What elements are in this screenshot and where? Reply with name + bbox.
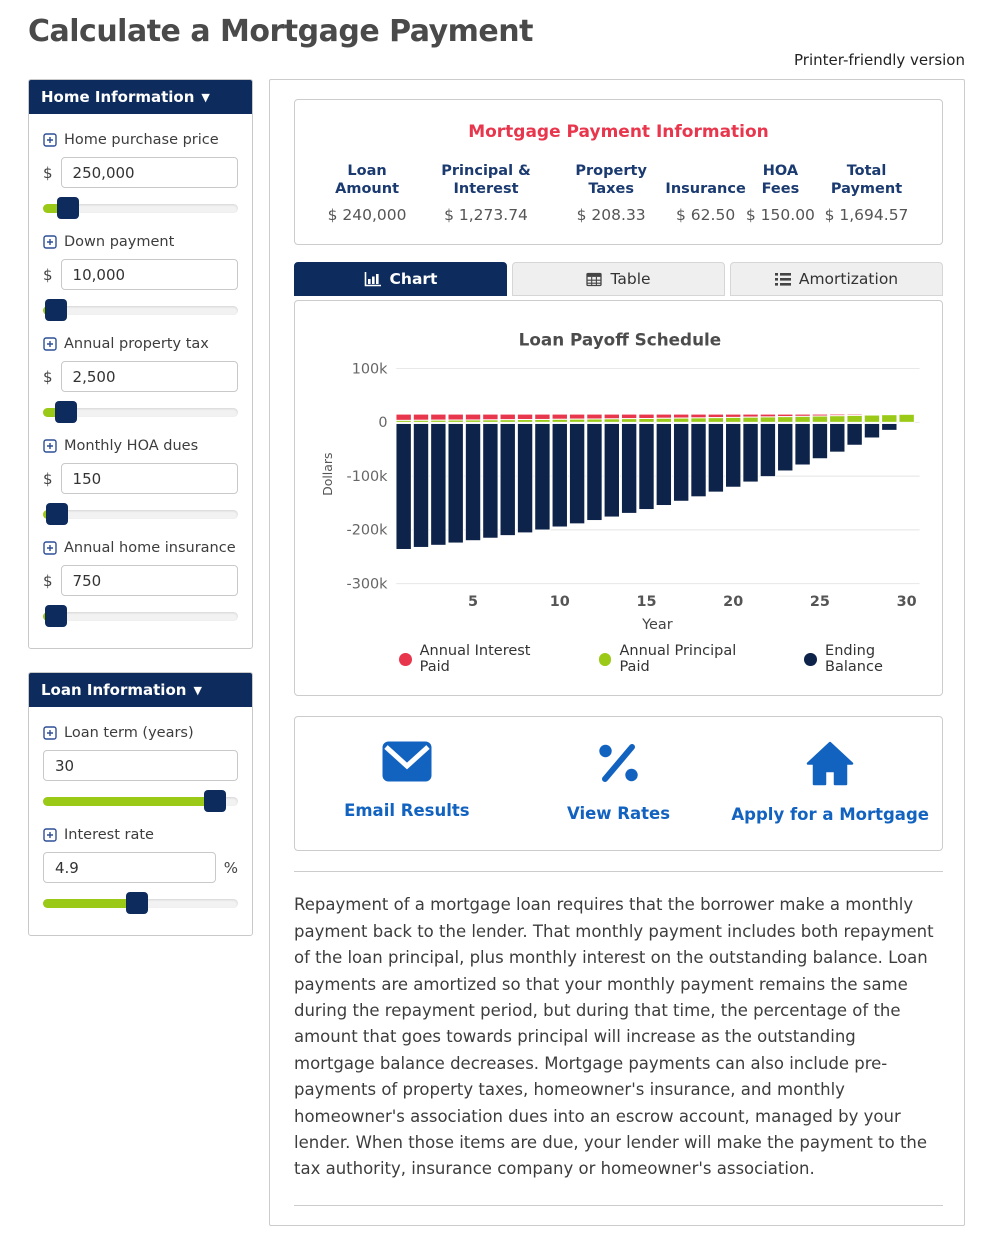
legend-dot <box>399 653 412 666</box>
plus-box-icon[interactable] <box>43 541 57 555</box>
monthly-hoa-dues-input[interactable] <box>61 463 238 494</box>
action-label: Apply for a Mortgage <box>731 805 929 825</box>
panel-home-information <box>28 79 253 649</box>
bar-interest <box>535 414 550 419</box>
y-tick-label: -300k <box>346 576 388 593</box>
bar-interest <box>500 414 515 420</box>
panel-title: Loan Information <box>41 681 187 699</box>
slider-track[interactable] <box>43 306 238 315</box>
legend-item-annual-interest-paid[interactable] <box>399 643 561 675</box>
bar-principal <box>500 420 515 423</box>
bar-ending-balance <box>708 423 723 492</box>
panel-header-loan-information[interactable] <box>29 673 252 707</box>
y-tick-label: 100k <box>351 361 388 378</box>
summary-col-hoa-fees <box>746 158 815 224</box>
plus-box-icon[interactable] <box>43 337 57 351</box>
slider-track[interactable] <box>43 204 238 213</box>
field-down-payment <box>43 234 238 321</box>
field-interest-rate <box>43 827 238 914</box>
currency-prefix: $ <box>43 367 53 386</box>
currency-prefix: $ <box>43 571 53 590</box>
chart-legend <box>303 641 934 683</box>
tab-label: Table <box>610 270 651 288</box>
bar-principal <box>760 417 775 422</box>
bar-principal <box>743 417 758 422</box>
loan-payoff-chart <box>303 309 934 641</box>
down-payment-slider[interactable] <box>43 299 238 321</box>
chart-title: Loan Payoff Schedule <box>518 329 722 350</box>
field-label-row <box>43 725 238 741</box>
actions-panel <box>294 716 943 851</box>
legend-item-annual-principal-paid[interactable] <box>599 643 767 675</box>
bar-principal <box>691 418 706 422</box>
bar-interest <box>621 414 636 419</box>
slider-track[interactable] <box>43 797 238 806</box>
bar-ending-balance <box>760 423 775 476</box>
caret-down-icon: ▼ <box>193 683 202 697</box>
bar-ending-balance <box>500 423 515 535</box>
tab-table[interactable] <box>512 262 725 296</box>
y-tick-label: -200k <box>346 522 388 539</box>
bar-principal <box>413 420 428 422</box>
slider-handle[interactable] <box>45 605 67 627</box>
bar-ending-balance <box>726 423 741 487</box>
summary-col-insurance <box>665 158 745 224</box>
envelope-icon <box>382 741 432 786</box>
field-annual-home-insurance <box>43 540 238 627</box>
slider-track[interactable] <box>43 899 238 908</box>
summary-col-value: $ 208.33 <box>576 206 646 224</box>
bar-principal <box>812 416 827 422</box>
tab-label: Chart <box>389 270 438 288</box>
y-tick-label: -100k <box>346 468 388 485</box>
bar-interest <box>431 414 446 420</box>
bar-interest <box>656 414 671 418</box>
summary-col-principal-interest <box>415 158 557 224</box>
summary-col-value: $ 240,000 <box>327 206 407 224</box>
bar-ending-balance <box>847 423 862 445</box>
monthly-hoa-dues-slider[interactable] <box>43 503 238 525</box>
loan-term-years-slider[interactable] <box>43 790 238 812</box>
annual-property-tax-slider[interactable] <box>43 401 238 423</box>
field-input-row <box>43 463 238 494</box>
summary-col-value: $ 62.50 <box>676 206 736 224</box>
summary-col-label: Principal & Interest <box>441 162 531 197</box>
legend-dot <box>804 653 817 666</box>
field-label: Annual property tax <box>64 336 209 352</box>
bar-principal <box>778 417 793 423</box>
bar-ending-balance <box>656 423 671 505</box>
bar-ending-balance <box>552 423 567 527</box>
panel-body <box>29 114 252 648</box>
slider-handle[interactable] <box>126 892 148 914</box>
slider-handle[interactable] <box>46 503 68 525</box>
chart-panel <box>294 300 943 696</box>
loan-term-years-input[interactable] <box>43 750 238 781</box>
field-label: Down payment <box>64 234 175 250</box>
field-input-row <box>43 750 238 781</box>
bar-ending-balance <box>431 423 446 545</box>
bar-interest <box>396 414 411 420</box>
printer-friendly-link[interactable]: Printer-friendly version <box>794 51 965 69</box>
slider-track[interactable] <box>43 612 238 621</box>
bar-ending-balance <box>483 423 498 538</box>
summary-col-property-taxes <box>557 158 666 224</box>
bar-ending-balance <box>535 423 550 530</box>
bar-principal <box>621 419 636 423</box>
plus-box-icon[interactable] <box>43 235 57 249</box>
action-view-rates[interactable] <box>513 741 725 824</box>
slider-handle[interactable] <box>55 401 77 423</box>
bar-ending-balance <box>864 423 879 437</box>
bar-ending-balance <box>413 423 428 547</box>
bar-interest <box>639 414 654 418</box>
currency-prefix: $ <box>43 469 53 488</box>
y-axis-label: Dollars <box>319 452 335 496</box>
currency-prefix: $ <box>43 265 53 284</box>
legend-label: Ending Balance <box>825 643 883 676</box>
summary-title: Mortgage Payment Information <box>468 122 769 142</box>
field-input-row <box>43 259 238 290</box>
bar-ending-balance <box>673 423 688 501</box>
bar-ending-balance <box>604 423 619 517</box>
legend-label: Annual Interest Paid <box>419 643 531 676</box>
x-tick-label: 30 <box>896 593 917 610</box>
table-icon <box>586 272 602 287</box>
summary-col-label: Loan Amount <box>335 162 400 197</box>
field-input-row <box>43 361 238 392</box>
bar-principal <box>864 415 879 422</box>
bar-principal <box>483 420 498 422</box>
plus-box-icon[interactable] <box>43 726 57 740</box>
bar-principal <box>708 418 723 423</box>
slider-track[interactable] <box>43 510 238 519</box>
x-tick-label: 15 <box>636 593 657 610</box>
x-tick-label: 20 <box>723 593 744 610</box>
bar-ending-balance <box>778 423 793 470</box>
bar-principal <box>899 414 914 422</box>
bar-interest <box>517 414 532 419</box>
bar-interest <box>726 414 741 417</box>
interest-rate-input[interactable] <box>43 852 216 883</box>
tab-label: Amortization <box>798 270 899 288</box>
action-label: Email Results <box>344 801 470 821</box>
divider <box>294 871 943 872</box>
tab-amortization[interactable] <box>730 262 943 296</box>
home-purchase-price-input[interactable] <box>61 157 238 188</box>
bar-ending-balance <box>830 423 845 452</box>
house-icon <box>805 741 855 790</box>
bar-interest <box>465 414 480 420</box>
bar-ending-balance <box>396 423 411 549</box>
slider-handle[interactable] <box>45 299 67 321</box>
field-label: Home purchase price <box>64 132 219 148</box>
down-payment-input[interactable] <box>61 259 238 290</box>
loan-payoff-chart-svg <box>303 309 934 637</box>
bar-principal <box>431 420 446 422</box>
bar-principal <box>882 415 897 423</box>
plus-box-icon[interactable] <box>43 133 57 147</box>
bar-interest <box>552 414 567 419</box>
currency-prefix: $ <box>43 163 53 182</box>
field-label-row <box>43 234 238 250</box>
tab-bar <box>294 262 943 296</box>
page-header <box>28 14 965 69</box>
bar-principal <box>517 420 532 423</box>
legend-item-ending-balance[interactable] <box>804 643 934 675</box>
field-input-row <box>43 157 238 188</box>
action-email-results[interactable] <box>301 741 513 824</box>
page-title: Calculate a Mortgage Payment <box>28 14 533 49</box>
bar-principal <box>552 419 567 422</box>
action-apply-for-a-mortgage[interactable] <box>724 741 936 824</box>
legend-label: Annual Principal Paid <box>619 643 737 676</box>
field-input-row <box>43 565 238 596</box>
y-tick-label: 0 <box>378 415 388 432</box>
bar-principal <box>569 419 584 422</box>
bar-principal <box>673 418 688 422</box>
summary-columns <box>305 158 932 224</box>
bar-interest <box>587 414 602 419</box>
bar-ending-balance <box>465 423 480 540</box>
slider-track[interactable] <box>43 408 238 417</box>
main-panel <box>269 79 965 1226</box>
percent-icon <box>596 741 641 789</box>
field-label-row <box>43 540 238 556</box>
field-annual-property-tax <box>43 336 238 423</box>
x-axis-label: Year <box>642 616 673 633</box>
bar-ending-balance <box>587 423 602 520</box>
field-label-row <box>43 132 238 148</box>
sidebar <box>28 79 253 959</box>
bar-ending-balance <box>812 423 827 458</box>
mortgage-payment-summary <box>294 99 943 245</box>
x-tick-label: 10 <box>549 593 570 610</box>
bar-principal <box>465 420 480 422</box>
panel-header-home-information[interactable] <box>29 80 252 114</box>
tab-chart[interactable] <box>294 262 507 296</box>
ordered-list-icon <box>775 272 791 287</box>
interest-rate-slider[interactable] <box>43 892 238 914</box>
slider-handle[interactable] <box>57 197 79 219</box>
summary-col-loan-amount <box>319 158 415 224</box>
bar-principal <box>639 418 654 422</box>
field-input-row <box>43 852 238 883</box>
plus-box-icon[interactable] <box>43 439 57 453</box>
bar-interest <box>569 414 584 419</box>
bar-ending-balance <box>743 423 758 482</box>
description-text: Repayment of a mortgage loan requires that the borrower make a monthly payment back to the lender. That monthly payment includes both repayment of the loan principal, plus monthly interest on the outstanding balance. Loan payments are amortized so that your monthly payment remains the same during the repayment period, but during that time, the percentage of the amount that goes towards principal will increase as the outstanding mortgage balance decreases. Mortgage payments can also include pre-payments of property taxes, homeowner's insurance, and monthly homeowner's association dues into an escrow account, managed by your lender. When those items are due, your lender will make the payment to the tax authority, insurance company or homeowner's association. <box>294 895 934 1179</box>
bar-ending-balance <box>639 423 654 509</box>
action-label: View Rates <box>566 804 671 824</box>
slider-handle[interactable] <box>204 790 226 812</box>
bar-principal <box>587 419 602 422</box>
bar-ending-balance <box>569 423 584 523</box>
bar-principal <box>847 415 862 422</box>
summary-col-total-payment <box>815 158 918 224</box>
bar-principal <box>795 416 810 422</box>
panel-title: Home Information <box>41 88 195 106</box>
slider-fill <box>43 797 218 806</box>
field-label: Loan term (years) <box>64 725 194 741</box>
summary-col-label: Property Taxes <box>575 162 647 197</box>
x-tick-label: 25 <box>809 593 830 610</box>
caret-down-icon: ▼ <box>201 90 210 104</box>
legend-dot <box>599 653 612 666</box>
summary-col-label: Total Payment <box>830 162 903 197</box>
field-loan-term-years <box>43 725 238 812</box>
annual-home-insurance-slider[interactable] <box>43 605 238 627</box>
divider <box>294 1205 943 1206</box>
bar-ending-balance <box>517 423 532 532</box>
bar-interest <box>604 414 619 419</box>
bar-interest <box>708 414 723 418</box>
field-label: Monthly HOA dues <box>64 438 199 454</box>
bar-ending-balance <box>621 423 636 513</box>
plus-box-icon[interactable] <box>43 828 57 842</box>
bar-principal <box>396 420 411 422</box>
bar-interest <box>673 414 688 418</box>
summary-col-label: HOA Fees <box>761 162 800 197</box>
bar-interest <box>448 414 463 420</box>
bar-ending-balance <box>882 423 897 430</box>
bar-principal <box>726 417 741 422</box>
panel-body <box>29 707 252 935</box>
bar-interest <box>483 414 498 420</box>
bar-principal <box>830 416 845 423</box>
bar-chart-icon <box>364 272 382 287</box>
bar-interest <box>413 414 428 420</box>
panel-loan-information <box>28 672 253 936</box>
field-label-row <box>43 438 238 454</box>
bar-ending-balance <box>691 423 706 496</box>
summary-col-label: Insurance <box>665 180 746 197</box>
annual-home-insurance-input[interactable] <box>61 565 238 596</box>
field-home-purchase-price <box>43 132 238 219</box>
bar-principal <box>448 420 463 422</box>
x-tick-label: 5 <box>468 593 479 610</box>
field-label: Interest rate <box>64 827 154 843</box>
page-layout <box>28 79 965 1226</box>
summary-col-value: $ 1,273.74 <box>444 206 528 224</box>
field-label-row <box>43 827 238 843</box>
bar-principal <box>535 419 550 422</box>
field-label: Annual home insurance <box>64 540 236 556</box>
bar-principal <box>604 419 619 422</box>
field-label-row <box>43 336 238 352</box>
field-monthly-hoa-dues <box>43 438 238 525</box>
bar-ending-balance <box>795 423 810 465</box>
percent-suffix: % <box>223 858 238 877</box>
bar-interest <box>691 414 706 418</box>
summary-col-value: $ 1,694.57 <box>824 206 909 224</box>
annual-property-tax-input[interactable] <box>61 361 238 392</box>
home-purchase-price-slider[interactable] <box>43 197 238 219</box>
summary-col-value: $ 150.00 <box>745 206 815 224</box>
bar-ending-balance <box>448 423 463 543</box>
bar-principal <box>656 418 671 422</box>
